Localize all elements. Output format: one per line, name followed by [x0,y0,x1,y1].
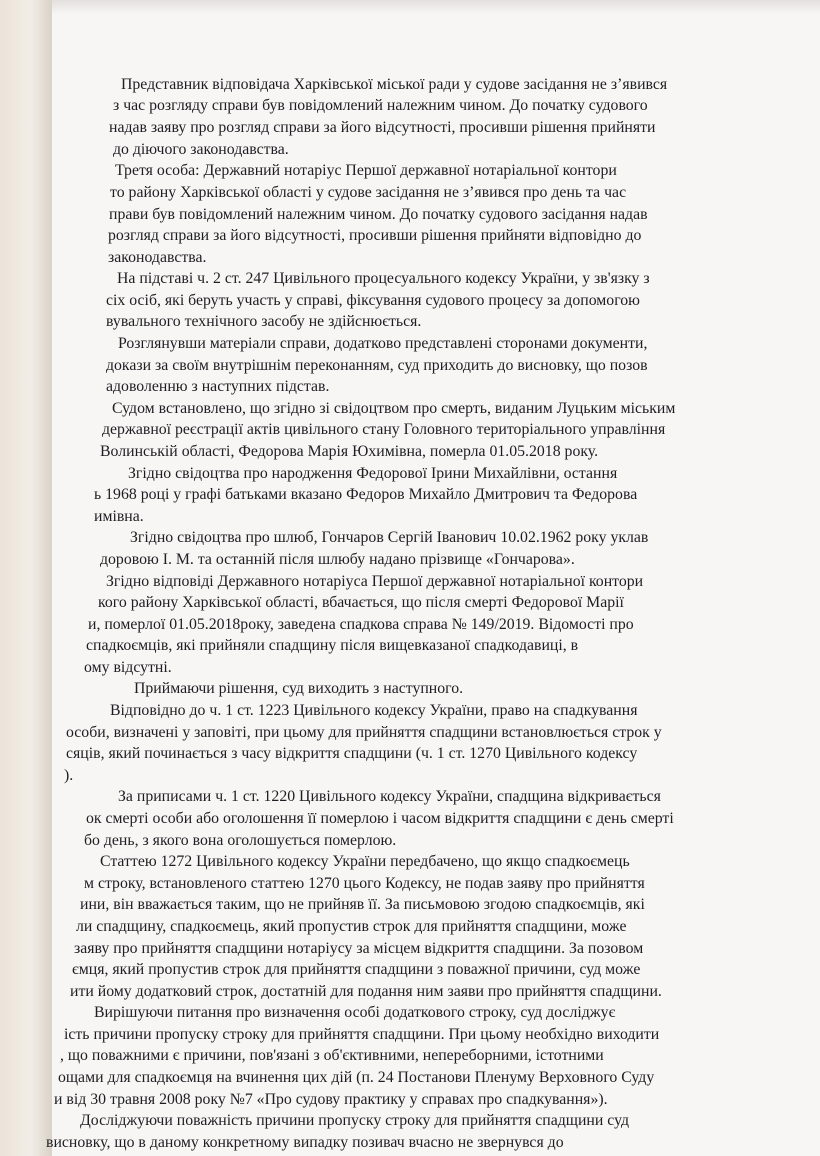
text-line: ість причини пропуску строку для прийняття спадщини. При цьому необхідно виходити [64,1026,660,1043]
text-line: ому відсутні. [84,659,172,676]
text-line: докази за своїм внутрішнім переконанням, суд приходить до висновку, що позов [106,357,648,374]
text-line: Третя особа: Державний нотаріус Першої державної нотаріальної контори [115,162,617,179]
text-line: вувального технічного засобу не здійснюється. [106,313,422,330]
text-line: ь 1968 році у графі батьками вказано Федоров Михайло Дмитрович та Федорова [94,486,638,503]
text-line: Згідно відповіді Державного нотаріуса Першої державної нотаріальної контори [106,573,644,590]
text-line: законодавства. [108,249,207,266]
text-line: и від 30 травня 2008 року №7 «Про судову практику у справах про спадкування»). [54,1091,608,1108]
text-line: Волинській області, Федорова Марія Юхимівна, померла 01.05.2018 року. [100,443,599,460]
text-line: Судом встановлено, що згідно зі свідоцтвом про смерть, виданим Луцьким міським [112,400,676,417]
text-line: сіх осіб, які беруть участь у справі, фіксування судового процесу за допомогою [106,292,640,309]
page-shadow [52,0,820,14]
text-line: бо день, з якого вона оголошується померлою. [84,832,397,849]
text-line: ити йому додатковий строк, достатній для подання ним заяви про прийняття спадщини. [70,983,662,1000]
text-line: имівна. [94,508,144,525]
text-line: и, померлої 01.05.2018року, заведена спадкова справа № 149/2019. Відомості про [88,616,634,633]
text-line: адоволенню з наступних підстав. [106,378,330,395]
text-line: ли спадщину, спадкоємець, який пропустив строк для прийняття спадщини, може [76,918,627,935]
text-line: особи, визначені у заповіті, при цьому для прийняття спадщини встановлюється строк у [66,724,662,741]
text-line: спадкоємців, які прийняли спадщину після вищевказаної спадкодавиці, в [86,637,579,654]
text-line: Досліджуючи поважність причини пропуску строку для прийняття спадщини суд [80,1112,630,1129]
text-line: Вирішуючи питання про визначення особі додаткового строку, суд досліджує [94,1004,616,1021]
text-line: ок смерті особи або оголошення її померлою і часом відкриття спадщини є день смерті [86,810,674,827]
text-line: м строку, встановленого статтею 1270 цього Кодексу, не подав заяву про прийняття [84,875,645,892]
text-line: кого району Харківської області, вбачається, що після смерті Федорової Марії [98,594,624,611]
text-line: ємця, який пропустив строк для прийняття спадщини з поважної причини, суд може [72,961,641,978]
back-page-edge [0,0,53,1156]
text-line: ). [64,767,74,784]
text-line: Приймаючи рішення, суд виходить з наступного. [134,680,464,697]
text-line: Статтею 1272 Цивільного кодексу України передбачено, що якщо спадкоємець [100,853,630,870]
text-line: надав заяву про розгляд справи за його відсутності, просивши рішення прийняти [109,119,656,136]
text-line: Представник відповідача Харківської міської ради у судове засідання не з’явився [121,76,668,93]
text-line: Розглянувши матеріали справи, додатково представлені сторонами документи, [118,335,648,352]
text-line: з час розгляду справи був повідомлений належним чином. До початку судового [113,97,648,114]
text-line: , що поважними є причини, пов'язані з об'єктивними, непереборними, істотними [60,1047,604,1064]
text-line: ощами для спадкоємця на вчинення цих дій (п. 24 Постанови Пленуму Верховного Суду [58,1069,655,1086]
text-line: розгляд справи за його відсутності, просивши рішення прийняти відповідно до [108,227,642,244]
text-line: сяців, який починається з часу відкриття спадщини (ч. 1 ст. 1270 Цивільного кодексу [66,745,638,762]
text-line: Згідно свідоцтва про шлюб, Гончаров Сергій Іванович 10.02.1962 року уклав [130,529,649,546]
text-line: Відповідно до ч. 1 ст. 1223 Цивільного кодексу України, право на спадкування [110,702,638,719]
text-line: За приписами ч. 1 ст. 1220 Цивільного кодексу України, спадщина відкривається [118,788,661,805]
text-line: заяву про прийняття спадщини нотаріусу за місцем відкриття спадщини. За позовом [74,940,644,957]
text-line: ини, він вважається таким, що не прийняв її. За письмовою згодою спадкоємців, які [80,896,645,913]
text-line: Згідно свідоцтва про народження Федорової Ірини Михайлівни, остання [128,465,618,482]
text-line: до діючого законодавства. [113,141,289,158]
text-line: висновку, що в даному конкретному випадку позивач вчасно не звернувся до [46,1134,564,1151]
text-line: На підставі ч. 2 ст. 247 Цивільного процесуального кодексу України, у зв'язку з [117,270,650,287]
text-line: державної реєстрації актів цивільного стану Головного територіального управління [102,421,666,438]
text-line: прави був повідомлений належним чином. До початку судового засідання надав [109,206,648,223]
text-line: доровою І. М. та останній після шлюбу надано прізвище «Гончарова». [100,551,575,568]
text-line: то району Харківської області у судове засідання не з’явився про день та час [110,184,627,201]
